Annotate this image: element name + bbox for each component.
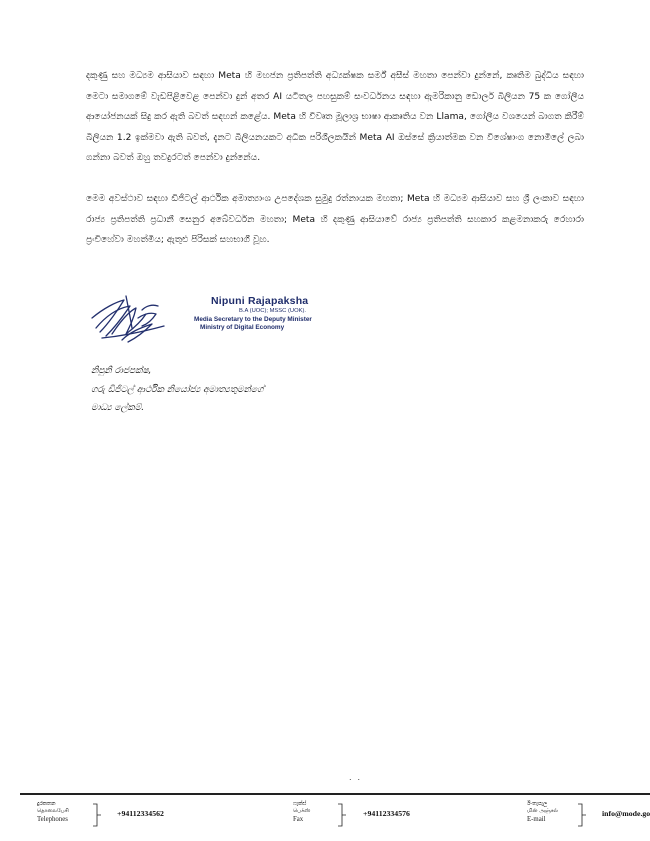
- email-value[interactable]: info@mode.go: [602, 809, 650, 818]
- signoff-name: නිපුනි රාජපක්ෂ,: [91, 366, 152, 376]
- telephones-label-en: Telephones: [37, 816, 68, 823]
- signoff-office: මාධ්‍ය ලේකම්.: [91, 403, 145, 413]
- official-stamp: [194, 295, 350, 331]
- email-label-ta: மின் அஞ்சல்: [527, 808, 558, 814]
- fax-label-en: Fax: [293, 816, 304, 823]
- footer-telephones: [37, 801, 164, 824]
- fax-label-ta: பெக்ஸ்: [293, 808, 311, 814]
- footer-fax: [293, 801, 410, 824]
- signoff-title: ගරු ඩිජිටල් ආර්ථික නියෝජ්‍ය අමාත්‍යතුමන්ගේ: [91, 384, 264, 395]
- stamp-role: Media Secretary to the Deputy Minister: [194, 316, 312, 323]
- email-label-en: E-mail: [527, 816, 546, 823]
- telephones-value: +94112334562: [117, 809, 164, 818]
- stamp-ministry: Ministry of Digital Economy: [200, 324, 285, 331]
- email-label-si: ඊ-තැපැල: [527, 801, 548, 807]
- signature-block: [82, 288, 352, 350]
- page-dots: ..: [349, 773, 367, 782]
- brace-icon: [337, 803, 347, 827]
- stamp-qualifications: B.A (UOC); MSSC (UOK).: [239, 308, 306, 314]
- brace-icon: [577, 803, 587, 827]
- stamp-name: Nipuni Rajapaksha: [211, 295, 309, 307]
- telephones-label-ta: தொலைபேசி: [37, 808, 69, 814]
- handwritten-signature: [82, 288, 192, 350]
- fax-label-si: ෆැක්ස්: [293, 801, 307, 807]
- footer-divider: [20, 793, 650, 795]
- telephones-label-si: දුරකතන: [37, 801, 56, 807]
- body-paragraph-1: දකුණු සහ මධ්‍යම ආසියාව සඳහා Meta හි මහජන ප්‍රතිපත්ති අධ්‍යක්ෂක සර්ම් අසීස් මහතා පෙන්වා දුන්නේ, කෘතිම බුද්ධිය සඳහා මෙටා සමාගමේ වැඩපිළිවෙළ පෙන්වා දුන් අතර AI යටිතල පහසුකම් සංවර්ධනය සඳහා ඇමරිකානු ඩොලර් බිලියන 75 ක ගෝලීය ආයෝජනයක් සිදු කර ඇති බවත් සඳහන් කළේය. Meta හි විවෘත මූලාශ්‍ර භාෂා ආකෘතිය වන Llama, ගෝලීය වශයෙන් බාගත කිරීම් බිලියන 1.2 ඉක්මවා ඇති බවත්, දැනට බිලියනයකට අධික පරිශීලකයින් Meta AI ඔස්සේ ක්‍රියාත්මක වන විශේෂාංග නොමිලේ ලබා ගන්නා බවත් ඔහු තවදුරටත් පෙන්වා දුන්නේය.: [86, 71, 584, 164]
- fax-value: +94112334576: [363, 809, 410, 818]
- signoff: [91, 362, 411, 418]
- footer-email: [527, 801, 650, 824]
- brace-icon: [92, 803, 102, 827]
- body-paragraph-2: මෙම අවස්ථාව සඳහා ඩිජිටල් ආර්ථික අමාත්‍යාංශ උපදේශක සුමුදු රත්නායක මහතා; Meta හි මධ්‍යම ආසියාව සහ ශ්‍රී ලංකාව සඳහා රාජ්‍ය ප්‍රතිපත්ති ප්‍රධානී සෙනුර අබේවර්ධන මහතා; Meta හි දකුණු ආසියාවේ රාජ්‍ය ප්‍රතිපත්ති සහකාර කළමනාකරු රෙහාරා ප්‍රංචිහේවා මහත්මිය; ඇතුළු පිරිසක් සහභාගී වූහ.: [86, 194, 584, 246]
